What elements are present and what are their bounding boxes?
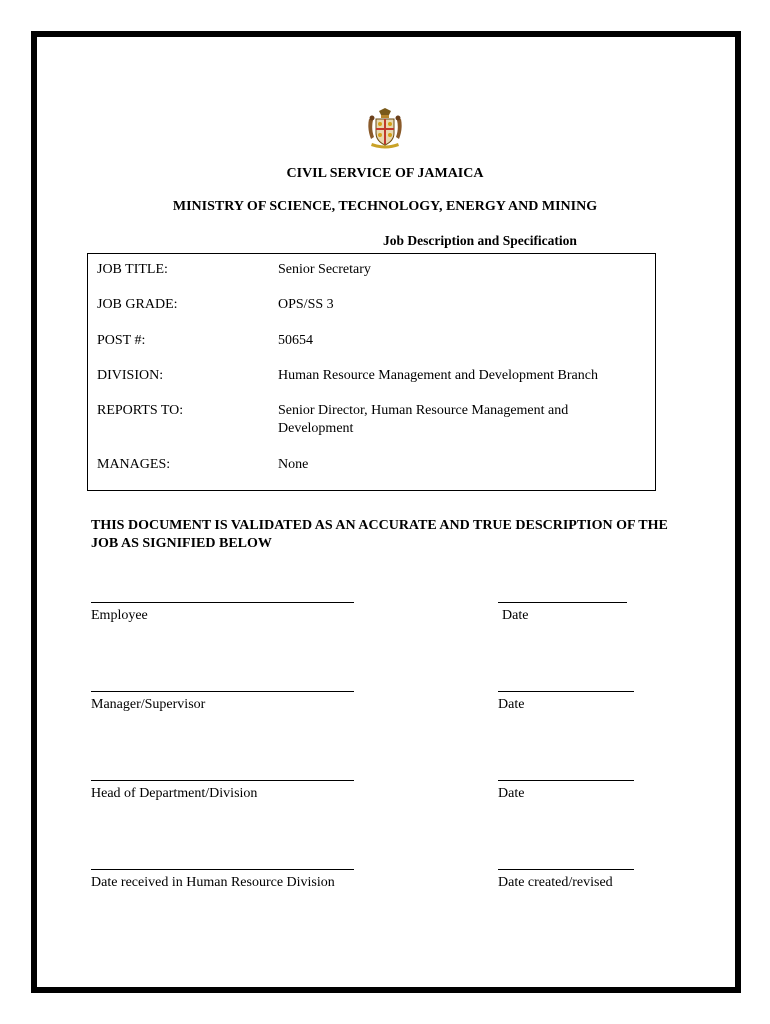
reports-to-value: Senior Director, Human Resource Management and Development	[278, 403, 569, 436]
manager-date-line[interactable]	[498, 691, 634, 692]
job-grade-label: JOB GRADE:	[97, 297, 178, 312]
job-title-label: JOB TITLE:	[97, 262, 168, 277]
manager-label: Manager/Supervisor	[91, 697, 206, 712]
date-created-revised-label: Date created/revised	[498, 875, 613, 890]
document-title: Job Description and Specification	[383, 233, 577, 248]
org-heading: CIVIL SERVICE OF JAMAICA	[286, 166, 484, 181]
employee-date-line[interactable]	[498, 602, 627, 603]
date-created-revised-line[interactable]	[498, 869, 634, 870]
manager-date-label: Date	[498, 697, 525, 712]
job-info-box	[87, 253, 656, 491]
ministry-heading: MINISTRY OF SCIENCE, TECHNOLOGY, ENERGY AND MINING	[172, 199, 598, 214]
manager-signature-line[interactable]	[91, 691, 354, 692]
job-grade-value: OPS/SS 3	[278, 297, 334, 312]
post-number-label: POST #:	[97, 333, 146, 348]
division-label: DIVISION:	[97, 368, 164, 383]
hr-received-date-line[interactable]	[91, 869, 354, 870]
employee-date-label: Date	[502, 608, 529, 623]
jamaica-coat-of-arms-icon	[365, 107, 405, 151]
head-of-department-signature-line[interactable]	[91, 780, 354, 781]
employee-signature-line[interactable]	[91, 602, 354, 603]
reports-to-label: REPORTS TO:	[97, 403, 184, 418]
head-of-department-date-label: Date	[498, 786, 525, 801]
employee-label: Employee	[91, 608, 148, 623]
manages-value: None	[278, 457, 309, 472]
validation-statement: THIS DOCUMENT IS VALIDATED AS AN ACCURATE AND TRUE DESCRIPTION OF THE JOB AS SIGNIFIED BELOW	[91, 518, 668, 551]
head-of-department-date-line[interactable]	[498, 780, 634, 781]
division-value: Human Resource Management and Development Branch	[278, 368, 598, 383]
head-of-department-label: Head of Department/Division	[91, 786, 258, 801]
post-number-value: 50654	[278, 333, 313, 348]
hr-received-date-label: Date received in Human Resource Division	[91, 875, 335, 890]
job-title-value: Senior Secretary	[278, 262, 371, 277]
manages-label: MANAGES:	[97, 457, 171, 472]
